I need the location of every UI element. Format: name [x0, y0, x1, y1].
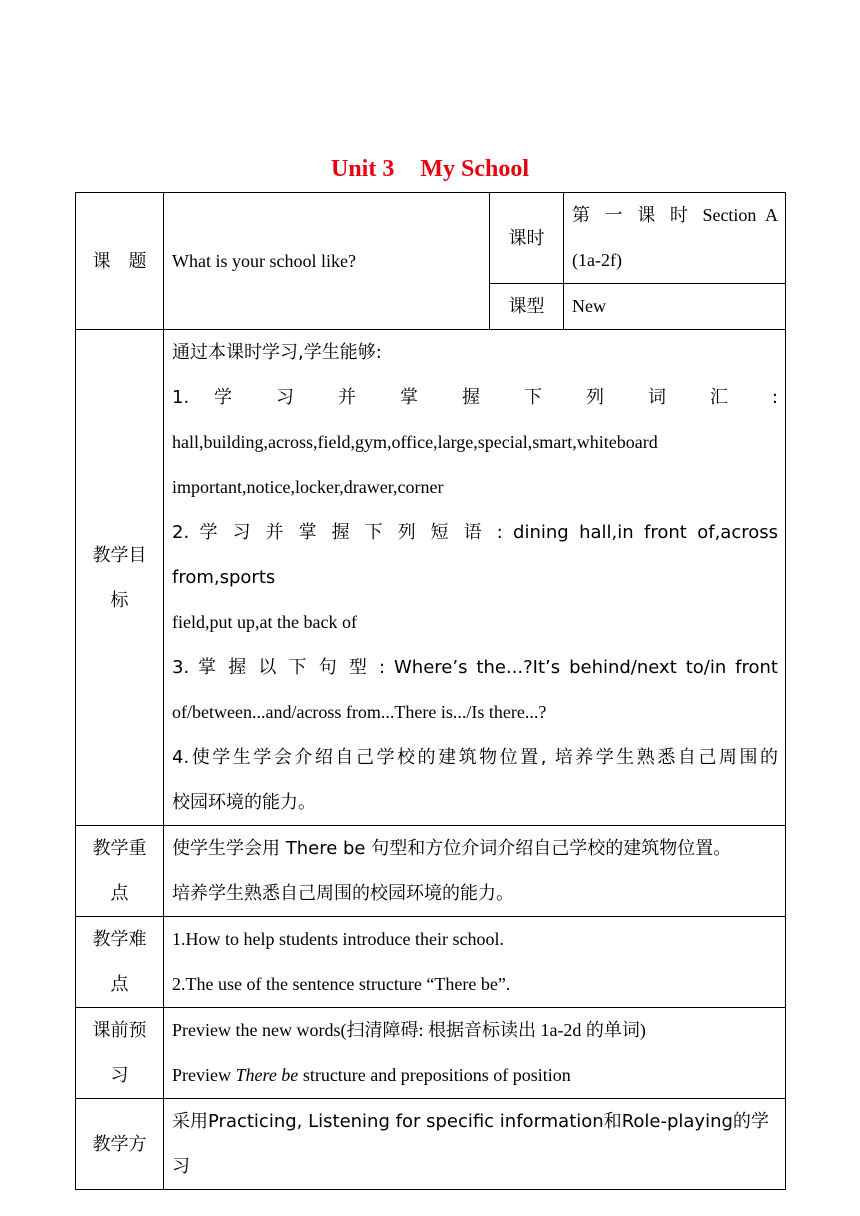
key-points-line1: 使学生学会用 There be 句型和方位介词介绍自己学校的建筑物位置。 [172, 838, 732, 859]
topic-text: What is your school like? [172, 250, 356, 271]
key-points-line2: 培养学生熟悉自己周围的校园环境的能力。 [172, 883, 514, 904]
method-label: 教学方 [92, 1133, 147, 1155]
type-label: 课型 [508, 296, 545, 317]
topic-label: 课 题 [92, 250, 147, 272]
difficult-points-line2: 2.The use of the sentence structure “There be”. [172, 974, 511, 994]
objective-2-line1: 2. 学 习 并 掌 握 下 列 短 语 : dining hall,in front of,across from,sports [172, 522, 778, 588]
method-line1: 采用Practicing, Listening for specific information和Role-playing的学习 [172, 1111, 769, 1177]
objective-1-words-line1: hall,building,across,field,gym,office,large,special,smart,whiteboard [172, 432, 658, 452]
period-label-cell [490, 193, 564, 284]
key-points-cell [164, 826, 786, 917]
difficult-points-row [76, 917, 786, 1008]
objectives-row [76, 330, 786, 826]
topic-cell [164, 193, 490, 330]
method-cell [164, 1099, 786, 1190]
period-value-line2: (1a-2f) [572, 250, 622, 270]
page-title [0, 156, 860, 183]
preview-line2-post: structure and prepositions of position [298, 1065, 571, 1085]
period-label: 课时 [508, 227, 545, 249]
objective-1-words-line2: important,notice,locker,drawer,corner [172, 477, 444, 497]
unit-number: Unit 3 [330, 156, 395, 182]
preview-line2 [172, 1053, 778, 1098]
period-value-line1: 第 一 课 时 Section A [572, 205, 778, 225]
key-points-label-1: 教学重 [92, 838, 147, 859]
period-value-cell [564, 193, 786, 284]
objective-2-line2: field,put up,at the back of [172, 612, 357, 632]
key-points-row [76, 826, 786, 917]
preview-line1: Preview the new words(扫清障碍: 根据音标读出 1a-2d 的单词) [172, 1020, 646, 1040]
objectives-intro: 通过本课时学习,学生能够: [172, 342, 382, 363]
preview-label-cell [76, 1008, 164, 1099]
type-value: New [572, 296, 606, 316]
preview-cell [164, 1008, 786, 1099]
unit-name: My School [420, 156, 529, 182]
difficult-points-cell [164, 917, 786, 1008]
preview-line2-pre: Preview [172, 1065, 236, 1085]
method-label-cell [76, 1099, 164, 1190]
key-points-label-2: 点 [110, 883, 129, 904]
objectives-cell [164, 330, 786, 826]
objectives-label-1: 教学目 [92, 544, 147, 566]
topic-row [76, 193, 786, 284]
difficult-points-label-2: 点 [110, 974, 129, 995]
objectives-label-2: 标 [110, 589, 129, 611]
difficult-points-label-cell [76, 917, 164, 1008]
preview-label-1: 课前预 [92, 1020, 147, 1041]
objective-3-line1: 3. 掌 握 以 下 句 型 : Where’s the...?It’s behind/next to/in front [172, 657, 778, 678]
objective-1-head: 1. 学 习 并 掌 握 下 列 词 汇 : [172, 387, 778, 408]
key-points-label-cell [76, 826, 164, 917]
preview-line2-em: There be [235, 1065, 299, 1085]
preview-label-2: 习 [110, 1065, 129, 1086]
type-value-cell [564, 284, 786, 330]
difficult-points-line1: 1.How to help students introduce their school. [172, 929, 504, 949]
preview-row [76, 1008, 786, 1099]
objective-4-line2: 校园环境的能力。 [172, 792, 316, 813]
objective-3-line2: of/between...and/across from...There is.../Is there...? [172, 702, 547, 722]
objective-4-line1: 4.使学生学会介绍自己学校的建筑物位置, 培养学生熟悉自己周围的 [172, 747, 778, 768]
objectives-label-cell [76, 330, 164, 826]
topic-label-cell [76, 193, 164, 330]
difficult-points-label-1: 教学难 [92, 929, 147, 950]
type-label-cell [490, 284, 564, 330]
method-row [76, 1099, 786, 1190]
lesson-plan-table [75, 192, 786, 1190]
